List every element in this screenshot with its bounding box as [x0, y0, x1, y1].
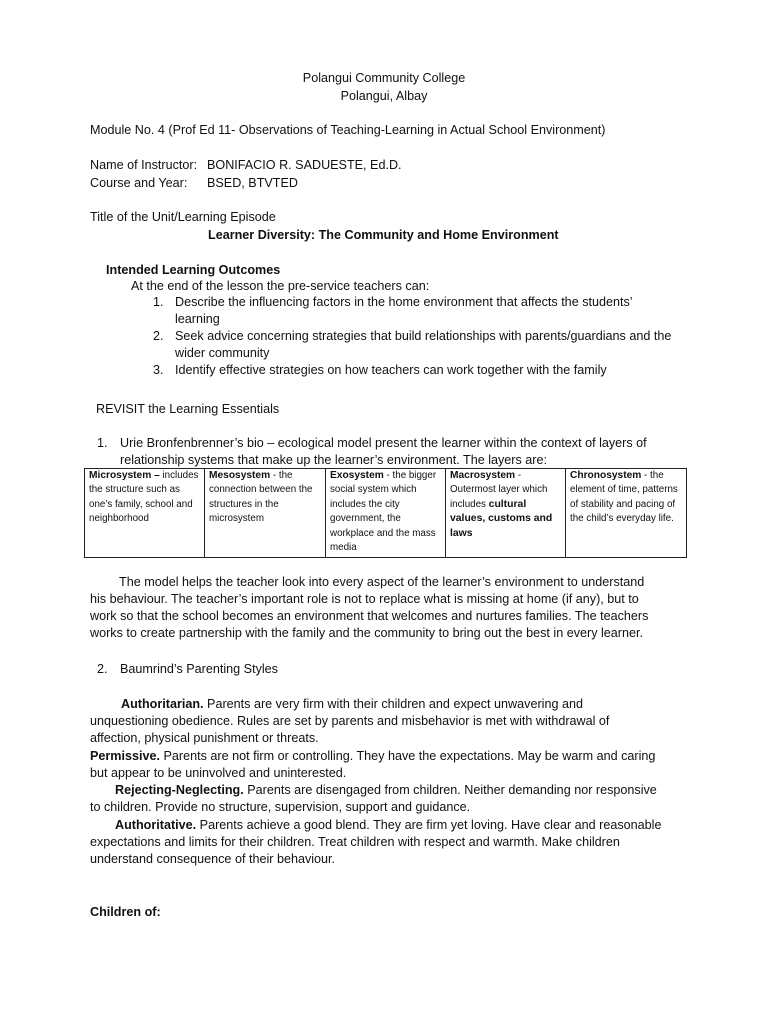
paragraph-line: The model helps the teacher look into every aspect of the learner’s environment to understand: [119, 575, 645, 589]
style-authoritative: [90, 817, 690, 868]
unit-title-label: Title of the Unit/Learning Episode: [90, 210, 276, 224]
layer-description: includes the structure such as one’s family, school and neighborhood: [89, 470, 199, 525]
style-text: Parents achieve a good blend. They are firm yet loving. Have clear and reasonable: [196, 818, 662, 832]
outcome-text-line: Describe the influencing factors in the home environment that affects the students’: [175, 295, 633, 309]
outcome-text-line: Identify effective strategies on how teachers can work together with the family: [175, 363, 607, 377]
section2-number: 2.: [97, 662, 108, 676]
outcome-text-line: wider community: [175, 346, 270, 360]
instructor-name: BONIFACIO R. SADUESTE, Ed.D.: [207, 158, 402, 172]
outcome-text-line: Seek advice concerning strategies that build relationships with parents/guardians and the: [175, 329, 672, 343]
layer-description: - the bigger social system which includes the city government, the workplace and the mass media: [330, 470, 437, 554]
style-text: unquestioning obedience. Rules are set by parents and misbehavior is met with withdrawal of: [90, 714, 610, 728]
style-term: Authoritarian.: [121, 697, 204, 711]
style-text: Parents are disengaged from children. Neither demanding nor responsive: [243, 783, 657, 797]
outcome-number: 3.: [153, 363, 164, 377]
layer-description: - the element of time, patterns of stability and pacing of the child’s everyday life.: [570, 470, 678, 525]
course-label: Course and Year:: [90, 176, 188, 190]
style-term: Authoritative.: [115, 818, 197, 832]
college-location: Polangui, Albay: [340, 89, 428, 103]
style-text: understand consequence of their behaviour.: [90, 852, 336, 866]
section1-line: Urie Bronfenbrenner’s bio – ecological model present the learner within the context of layers of: [120, 436, 647, 450]
college-name: Polangui Community College: [302, 71, 466, 85]
outcomes-heading: Intended Learning Outcomes: [106, 263, 281, 277]
style-text: but appear to be uninvolved and uninterested.: [90, 766, 347, 780]
section1-line: relationship systems that make up the learner’s environment. The layers are:: [120, 453, 548, 467]
outcome-item: [153, 328, 693, 362]
paragraph-line: works to create partnership with the family and the community to bring out the best in every learner.: [90, 626, 643, 640]
paragraph-line: his behaviour. The teacher’s important role is not to replace what is missing at home (if any), but to: [90, 592, 639, 606]
layer-cell-exosystem: [326, 469, 446, 558]
style-text: affection, physical punishment or threats.: [90, 731, 319, 745]
layer-name: Chronosystem: [570, 470, 642, 481]
style-authoritarian: [90, 696, 690, 747]
layer-name: Mesosystem: [209, 470, 271, 481]
outcome-text-line: learning: [175, 312, 220, 326]
outcome-number: 1.: [153, 295, 164, 309]
revisit-heading: REVISIT the Learning Essentials: [96, 402, 280, 416]
unit-title: Learner Diversity: The Community and Home Environment: [208, 228, 559, 242]
children-of-heading: Children of:: [90, 905, 161, 919]
module-title: Module No. 4 (Prof Ed 11- Observations of Teaching-Learning in Actual School Environment): [90, 123, 606, 137]
layer-description: - Outermost layer which includes: [450, 470, 548, 510]
style-term: Rejecting-Neglecting.: [115, 783, 244, 797]
style-rejecting-neglecting: [90, 782, 690, 816]
layer-name: Microsystem –: [89, 470, 160, 481]
layer-emphasis: cultural values, customs and laws: [450, 498, 553, 539]
model-paragraph: [90, 574, 690, 642]
section2-title: Baumrind’s Parenting Styles: [120, 662, 278, 676]
style-text: expectations and limits for their children. Treat children with respect and warmth. Make children: [90, 835, 620, 849]
layer-description: - the connection between the structures in the microsystem: [209, 470, 313, 525]
style-text: to children. Provide no structure, supervision, support and guidance.: [90, 800, 471, 814]
instructor-label: Name of Instructor:: [90, 158, 198, 172]
outcomes-intro: At the end of the lesson the pre-service teachers can:: [131, 279, 430, 293]
layer-name: Exosystem: [330, 470, 384, 481]
style-text: Parents are not firm or controlling. They have the expectations. May be warm and caring: [160, 749, 656, 763]
paragraph-line: work so that the school becomes an environment that welcomes and nurtures families. The teachers: [90, 609, 649, 623]
layer-cell-mesosystem: [205, 469, 326, 558]
section1-number: 1.: [97, 436, 108, 450]
layer-name: Macrosystem: [450, 470, 516, 481]
outcome-number: 2.: [153, 329, 164, 343]
layer-cell-macrosystem: [446, 469, 566, 558]
course-value: BSED, BTVTED: [207, 176, 298, 190]
outcomes-list: [153, 294, 693, 379]
outcome-item: [153, 294, 693, 328]
layers-table: [84, 468, 687, 558]
style-permissive: [90, 748, 690, 782]
layer-cell-chronosystem: [566, 469, 687, 558]
layer-cell-microsystem: [85, 469, 205, 558]
style-term: Permissive.: [90, 749, 161, 763]
layers-row: [85, 469, 687, 558]
style-text: Parents are very firm with their children and expect unwavering and: [203, 697, 583, 711]
outcome-item: [153, 362, 693, 379]
